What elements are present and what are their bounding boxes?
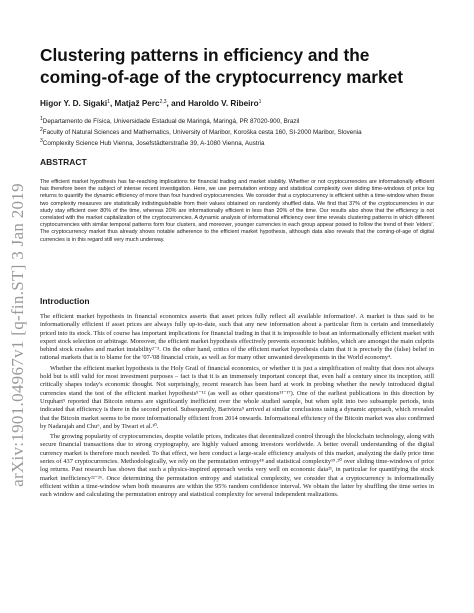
paper-title-line-1: Clustering patterns in efficiency and the (40, 45, 370, 65)
author-name: Matjaž Perc (114, 99, 160, 108)
author-affiliation-mark: 2,3 (159, 99, 167, 105)
author-affiliation-mark: 1 (107, 99, 110, 105)
affiliation-text: Departamento de Física, Universidade Estadual de Maringá, Maringá, PR 87020-900, Brazil (42, 118, 300, 125)
affiliation-mark: 1 (40, 116, 43, 122)
abstract-heading: ABSTRACT (40, 157, 87, 167)
affiliation-text: Complexity Science Hub Vienna, Josefstädterstraße 39, A-1080 Vienna, Austria (42, 140, 265, 147)
introduction-heading: Introduction (40, 296, 90, 306)
abstract-body: The efficient market hypothesis has far-reaching implications for financial trading and market stability. Whether or not cryptocurrencies are informationally efficient has therefore been the subject of intense recent investigation. Here, we use permutation entropy and statistical complexity over sliding time-windows of price log returns to quantify the dynamic efficiency of more than four hundred cryptocurrencies. We consider that a cryptocurrency is efficient within a time-window when these two complexity measures are statistically indistinguishable from their values obtained on randomly shuffled data. We find that 37% of the cryptocurrencies in our study stay efficient over 80% of the time, whereas 20% are informationally efficient in less than 20% of the time. Our results also show that the efficiency is not correlated with the market capitalization of the cryptocurrencies. A dynamic analysis of informational efficiency over time reveals clustering patterns in which different cryptocurrencies with similar temporal patterns form four clusters, and moreover, younger currencies in each group appear poised to follow the trend of their 'elders'. The cryptocurrency market thus already shows notable adherence to the efficient market hypothesis, although data also reveals that the coming-of-age of digital currencies is in this regard still very much underway. (40, 179, 434, 243)
author-list (40, 97, 434, 109)
paper-title-line-2: coming-of-age of the cryptocurrency market (40, 67, 403, 87)
affiliation-mark: 2 (40, 127, 43, 133)
affiliation-item (40, 137, 434, 148)
body-paragraph: The efficient market hypothesis in financial economics asserts that asset prices fully reflect all available information¹. A market is thus said to be informationally efficient if asset prices are always fully up-to-date, such that any new information about a particular firm is certain and immediately priced into its stock. This of course has important implications for financial trading in that it is impossible to beat an informationally efficient market with expert stock selection or arbitrage. Moreover, the efficient market hypothesis effectively prevents economic bubbles, which are amongst the main culprits behind stock crashes and market instability²⁻³. On the other hand, critics of the efficient market hypothesis claim that it is precisely the (false) belief in rational markets that is to blame for the '07-'08 financial crisis, as well as for many other unwanted developments in the World economy⁴. (40, 313, 434, 362)
introduction-section (40, 313, 434, 502)
paper-title (40, 44, 434, 88)
arxiv-identifier-stamp (4, 170, 32, 500)
author-separator: , (109, 99, 115, 108)
author-name: Higor Y. D. Sigaki (40, 99, 108, 108)
affiliation-item (40, 115, 434, 126)
affiliation-mark: 3 (40, 138, 43, 144)
author-separator: , and (166, 99, 188, 108)
affiliation-item (40, 126, 434, 137)
arxiv-identifier-text: arXiv:1901.04967v1 [q-fin.ST] 3 Jan 2019 (8, 183, 27, 487)
affiliation-text: Faculty of Natural Sciences and Mathematics, University of Maribor, Koroška cesta 160, SI-2000 Maribor, Slovenia (42, 129, 362, 136)
body-paragraph: Whether the efficient market hypothesis is the Holy Grail of financial economics, or whether it is just a simplification of reality that does not always hold but is still valid for most investment purposes – fact is that it is an immensely important concept that, even half a century since its inception, still critically shapes today's economic thought. Not surprisingly, recent research has been hard at work in probing whether the newly introduced digital currencies stand the test of the efficient market hypothesis⁵⁻¹² (as well as other questions¹³⁻¹⁷). One of the earliest publications in this direction by Urquhart⁵ reported that Bitcoin returns are significantly inefficient over the whole studied sample, but when split into two subsample periods, tests indicated that efficiency is there in the second period. Subsequently, Bariviera⁹ arrived at similar conclusions using a dynamic approach, which revealed that the Bitcoin market seems to be more informationally efficient from 2014 onwards. Informational efficiency of the Bitcoin market was also confirmed by Nadarajah and Chu⁶, and by Tiwari et al.¹⁰. (40, 364, 434, 430)
author-name: Haroldo V. Ribeiro (187, 99, 259, 108)
affiliation-list (40, 115, 434, 148)
author-affiliation-mark: 1 (258, 99, 262, 105)
body-paragraph: The growing popularity of cryptocurrencies, despite volatile prices, indicates that decentralized control through the blockchain technology, along with secure financial transactions due to strong cryptography, are highly valued among investors worldwide. A better overall understanding of the digital currency market is therefore much needed. To that effect, we here conduct a large-scale efficiency analysis of this market, analyzing the daily price time series of 437 cryptocurrencies. Methodologically, we rely on the permutation entropy¹⁸ and statistical complexity¹⁹˒²⁰ over sliding time-windows of price log returns. Past research has shown that such a physics-inspired approach works very well on economic data²¹, in particular for quantifying the stock market inefficiency²²⁻²⁶. Once determining the permutation entropy and statistical complexity, we consider that a cryptocurrency is informationally efficient within a time-window when both measures are within the 95% random confidence interval. We obtain the latter by shuffling the time series in each window and calculating the permutation entropy and statistical complexity for several independent realizations. (40, 433, 434, 499)
